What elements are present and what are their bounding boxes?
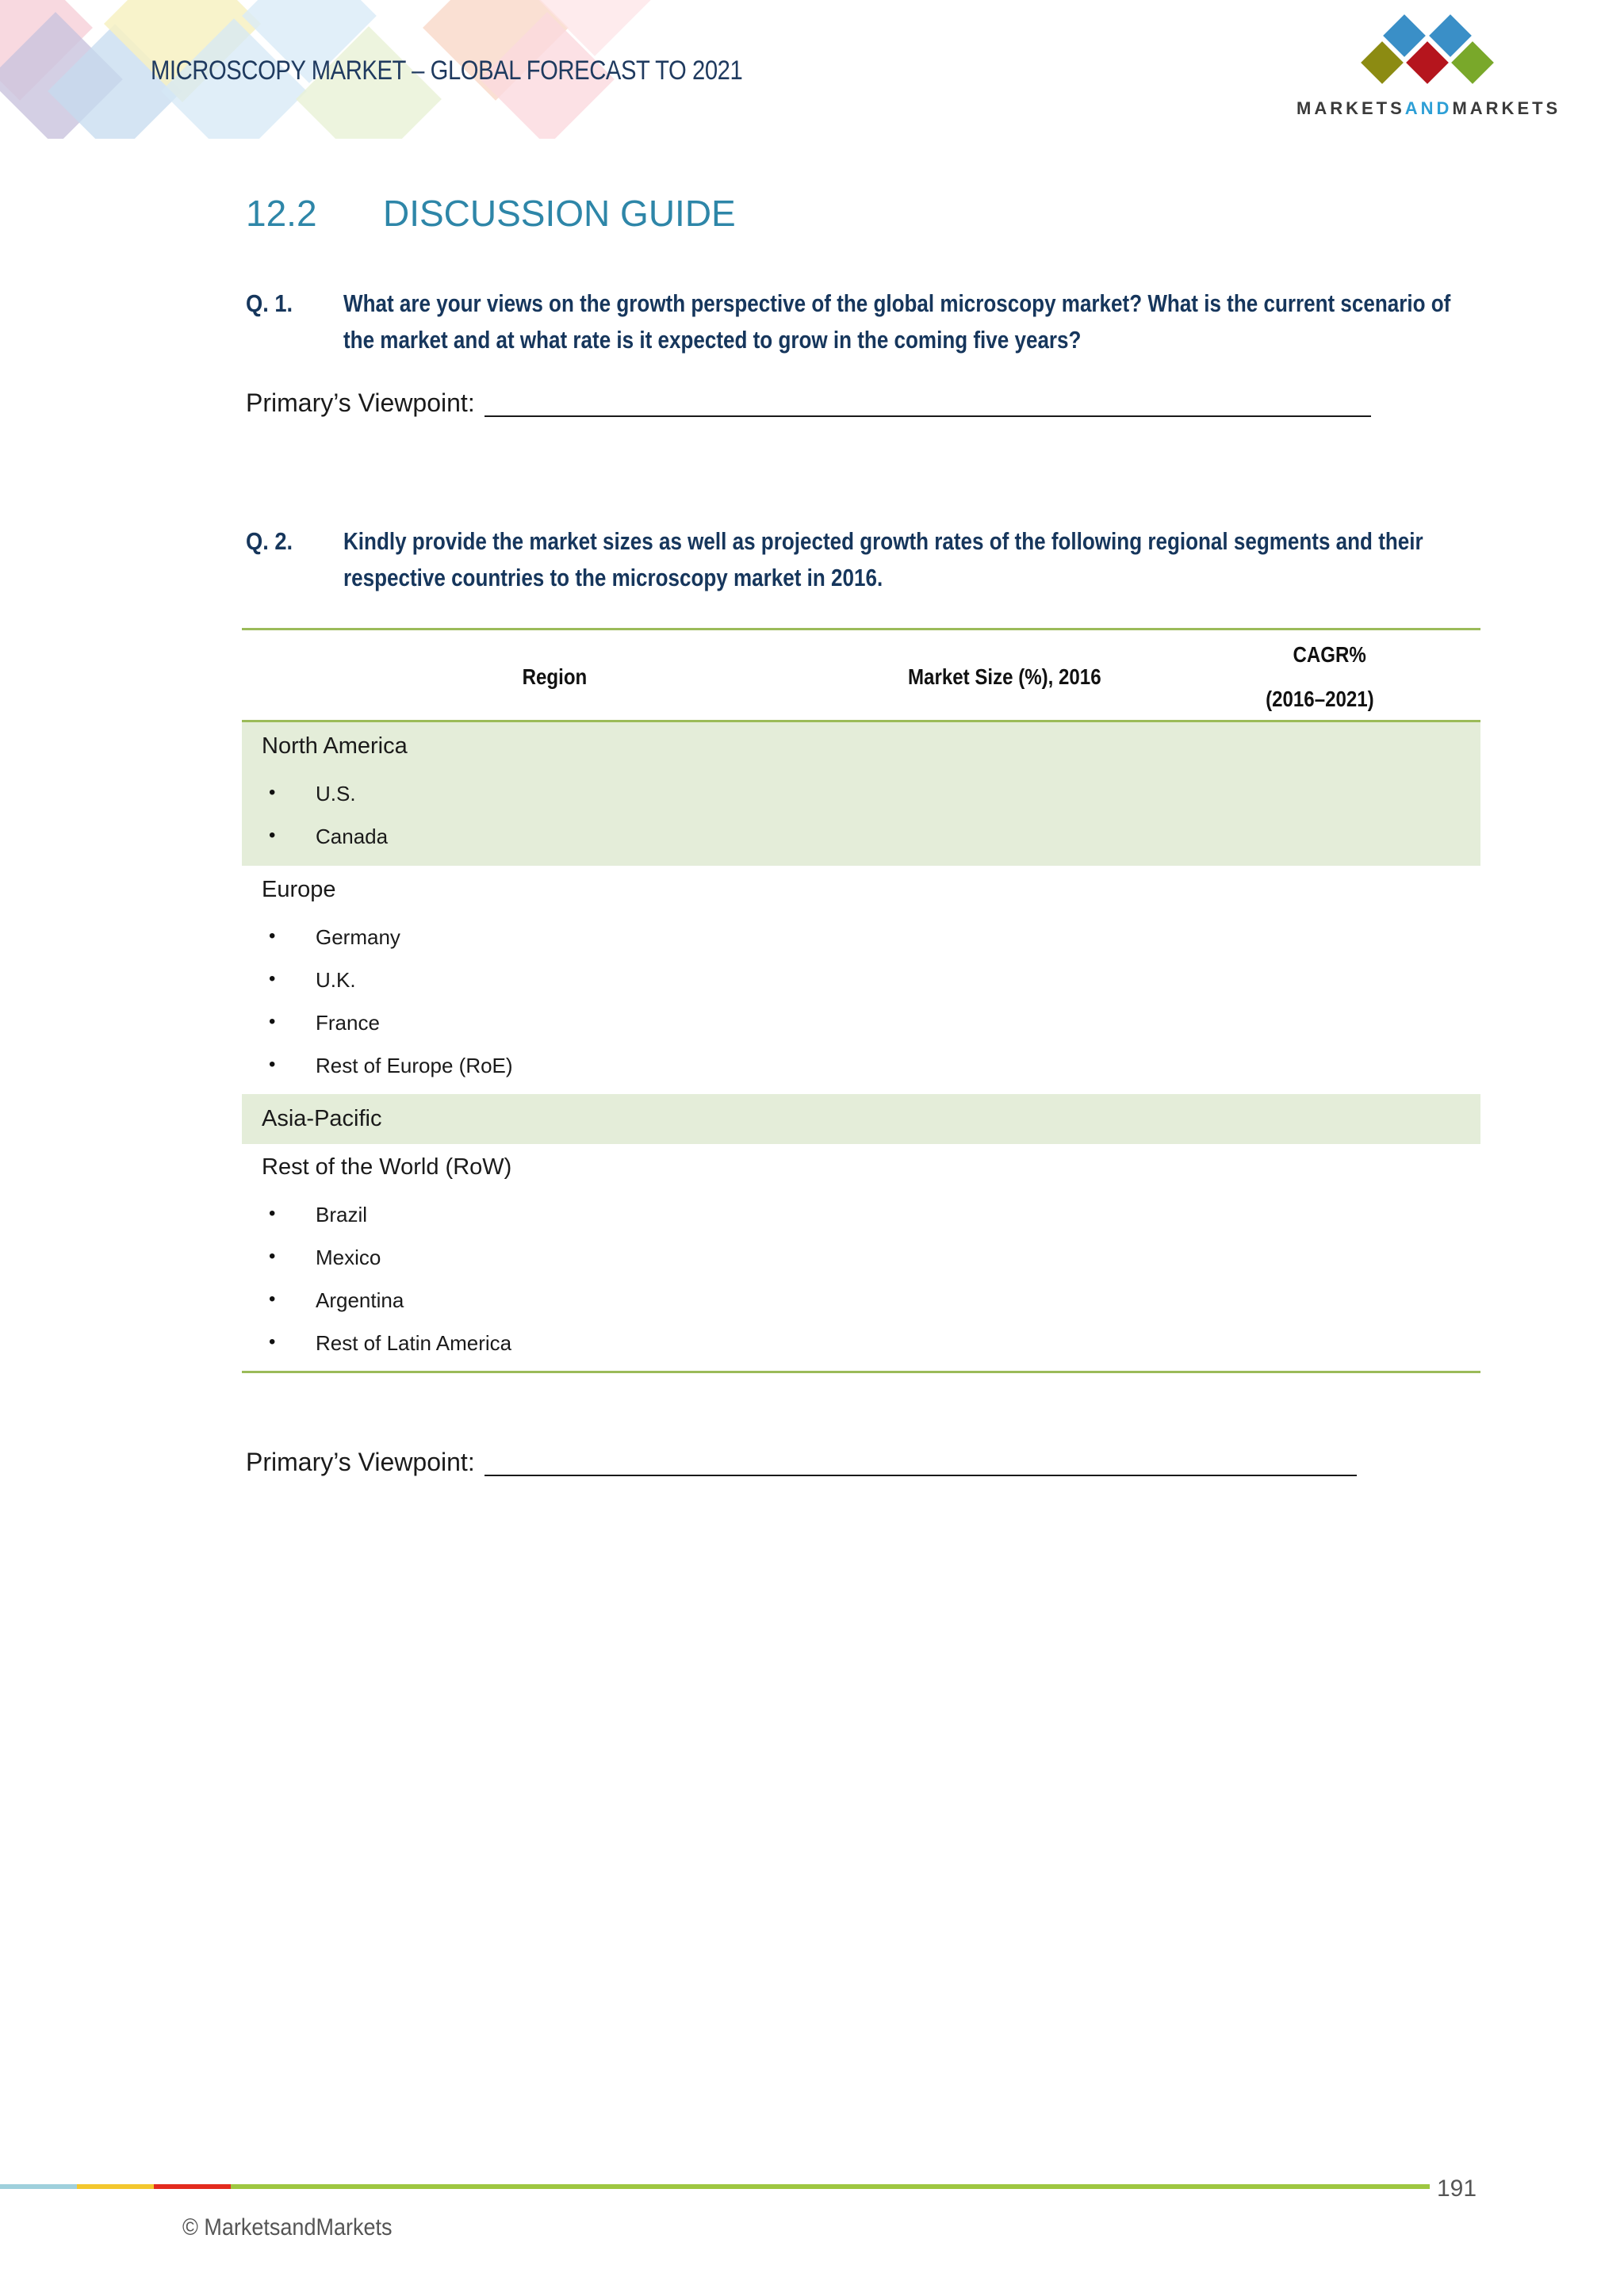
question-2-line-1: Kindly provide the market sizes as well as projected growth rates of the following regional segments and their [343,527,1423,555]
country-rest-of-latin-america: Rest of Latin America [316,1331,512,1355]
country-france: France [316,1011,380,1035]
section-title: DISCUSSION GUIDE [383,193,736,234]
viewpoint-answer-line-2[interactable] [485,1475,1357,1476]
question-1-line-2: the market and at what rate is it expected to grow in the coming five years? [343,326,1082,354]
section-number: 12.2 [246,193,317,234]
bullet-icon: • [269,1054,276,1075]
viewpoint-answer-line-1[interactable] [485,415,1371,417]
country-brazil: Brazil [316,1203,368,1226]
page-number: 191 [1437,2175,1477,2202]
bullet-icon: • [269,1288,276,1310]
country-germany: Germany [316,925,400,949]
table-row-band [242,722,1480,866]
table-bottom-rule [242,1371,1480,1373]
logo-text: MARKETSANDMARKETS [1297,98,1561,118]
copyright: © MarketsandMarkets [182,2214,393,2241]
logo [1348,14,1507,94]
bullet-icon: • [269,1011,276,1032]
document-title: MICROSCOPY MARKET – GLOBAL FORECAST TO 2021 [151,55,743,86]
region-north-america: North America [262,733,408,759]
country-uk: U.K. [316,968,356,992]
table-row-band [242,1094,1480,1144]
country-canada: Canada [316,825,389,848]
region-rest-of-world: Rest of the World (RoW) [262,1154,512,1180]
question-2-label: Q. 2. [246,527,293,555]
bullet-icon: • [269,1246,276,1267]
table-top-rule [242,628,1480,630]
country-us: U.S. [316,782,356,806]
bullet-icon: • [269,925,276,947]
question-2-line-2: respective countries to the microscopy market in 2016. [343,564,883,591]
question-1-label: Q. 1. [246,289,293,317]
column-header-cagr-period: (2016–2021) [1266,687,1374,711]
bullet-icon: • [269,968,276,989]
column-header-region: Region [522,664,588,689]
question-1-line-1: What are your views on the growth perspective of the global microscopy market? What is the current scenario of [343,289,1451,317]
country-rest-of-europe: Rest of Europe (RoE) [316,1054,513,1077]
bullet-icon: • [269,1331,276,1353]
primary-viewpoint-label-1: Primary’s Viewpoint: [246,388,475,417]
region-asia-pacific: Asia-Pacific [262,1106,382,1131]
column-header-cagr: CAGR% [1293,642,1366,667]
bullet-icon: • [269,825,276,846]
section-heading [246,192,736,235]
column-header-market-size: Market Size (%), 2016 [908,664,1101,689]
country-mexico: Mexico [316,1246,381,1269]
country-argentina: Argentina [316,1288,404,1312]
region-europe: Europe [262,877,336,902]
bullet-icon: • [269,1203,276,1224]
bullet-icon: • [269,782,276,803]
primary-viewpoint-label-2: Primary’s Viewpoint: [246,1448,475,1476]
